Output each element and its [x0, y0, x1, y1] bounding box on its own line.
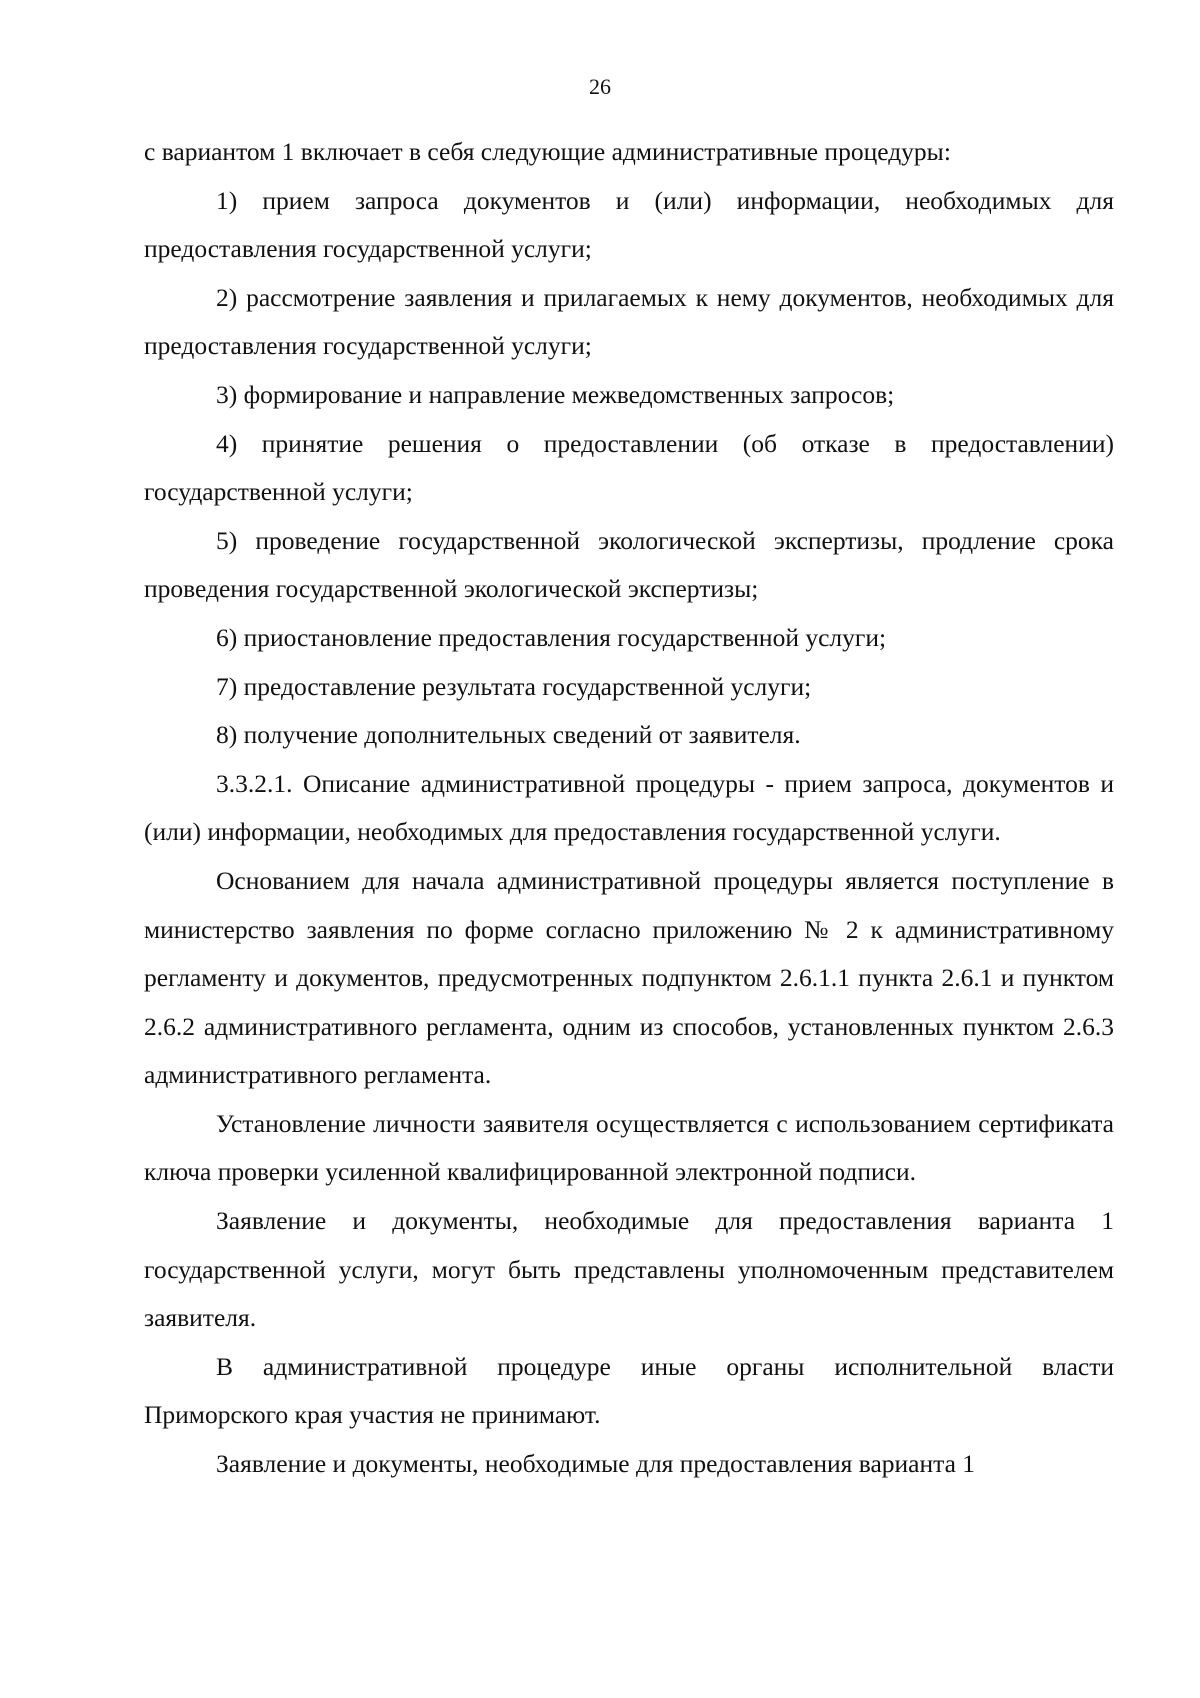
- paragraph-identity: Установление личности заявителя осуществляется с использованием сертификата ключа проверки усиленной квалифицированной электронной подписи.: [144, 1108, 1114, 1187]
- document-body: [144, 128, 1114, 1489]
- paragraph-representative: Заявление и документы, необходимые для предоставления варианта 1 государственной услуги, могут быть представлены уполномоченным представителем заявителя.: [144, 1206, 1114, 1333]
- list-item-2: 2) рассмотрение заявления и прилагаемых к нему документов, необходимых для предоставления государственной услуги;: [144, 282, 1114, 361]
- list-item-4: 4) принятие решения о предоставлении (об отказе в предоставлении) государственной услуги;: [144, 428, 1114, 507]
- list-item-1: 1) прием запроса документов и (или) информации, необходимых для предоставления государственной услуги;: [144, 185, 1114, 264]
- page-number: 26: [589, 74, 611, 99]
- list-item-7: 7) предоставление результата государственной услуги;: [216, 671, 812, 701]
- paragraph-intro: с вариантом 1 включает в себя следующие административные процедуры:: [144, 137, 951, 166]
- list-item-6: 6) приостановление предоставления государственной услуги;: [216, 622, 887, 652]
- list-item-3: 3) формирование и направление межведомственных запросов;: [216, 379, 895, 409]
- paragraph-other-bodies: В административной процедуре иные органы исполнительной власти Приморского края участия не принимают.: [144, 1351, 1114, 1430]
- list-item-5: 5) проведение государственной экологической экспертизы, продление срока проведения государственной экологической экспертизы;: [144, 525, 1114, 604]
- list-item-8: 8) получение дополнительных сведений от заявителя.: [216, 720, 801, 750]
- paragraph-basis: Основанием для начала административной процедуры является поступление в министерство заявления по форме согласно приложению № 2 к административному регламенту и документов, предусмотренных подпунктом 2.6.1.1 пункта 2.6.1 и пунктом 2.6.2 административного регламента, одним из способов, установленных пунктом 2.6.3 административного регламента.: [144, 865, 1114, 1090]
- paragraph-continued: Заявление и документы, необходимые для предоставления варианта 1: [216, 1449, 976, 1479]
- section-heading-3-3-2-1: 3.3.2.1. Описание административной процедуры - прием запроса, документов и (или) информации, необходимых для предоставления государственной услуги.: [144, 768, 1114, 847]
